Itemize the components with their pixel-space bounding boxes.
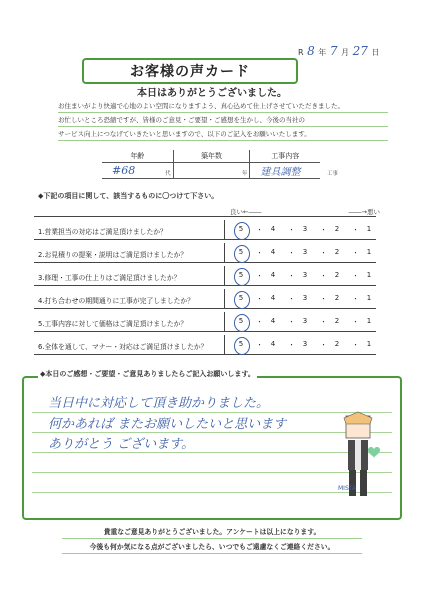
age-unit: 代	[165, 171, 171, 177]
rating-option-2[interactable]: 2	[334, 294, 340, 302]
rating-option-2[interactable]: 2	[334, 225, 340, 233]
question-text: 1.営業担当の対応はご満足頂けましたか？	[38, 228, 167, 236]
date-month: 7	[329, 44, 338, 58]
date-year: 8	[307, 44, 315, 58]
mascot-signature: MISTA	[338, 485, 357, 492]
date-era: R	[298, 48, 304, 57]
rating-option-4[interactable]: 4	[270, 248, 276, 256]
rating-options	[232, 338, 377, 352]
header-work: 工事内容	[250, 150, 320, 163]
column-divider	[224, 243, 225, 262]
option-separator: ・	[256, 249, 263, 257]
rating-option-1[interactable]: 1	[366, 271, 372, 279]
option-separator: ・	[256, 318, 263, 326]
option-separator: ・	[288, 226, 295, 234]
rating-option-3[interactable]: 3	[302, 294, 308, 302]
question-row	[34, 243, 376, 263]
comment-heading: ◆本日のご感想・ご要望・ご意見ありましたらご記入お願いします。	[40, 370, 255, 378]
scale-bad-label: ――→悪い	[348, 208, 380, 216]
comment-line-1: 当日中に対応して頂き助かりました。	[48, 396, 270, 411]
title-frame	[82, 58, 298, 84]
comment-line-2: 何かあれば またお願いしたいと思います	[48, 417, 287, 432]
mascot-leg-left	[349, 470, 356, 496]
rating-option-3[interactable]: 3	[302, 225, 308, 233]
rating-option-4[interactable]: 4	[270, 340, 276, 348]
question-row	[34, 220, 376, 240]
intro-line-3: サービス向上につなげていきたいと思いますので、以下のご記入をお願いいたします。	[58, 129, 388, 141]
rating-option-3[interactable]: 3	[302, 248, 308, 256]
rating-option-5[interactable]: 5	[238, 340, 244, 348]
age-value: #68	[112, 164, 136, 177]
column-divider	[224, 335, 225, 354]
option-separator: ・	[288, 249, 295, 257]
option-separator: ・	[256, 226, 263, 234]
work-value: 建具調整	[260, 167, 301, 178]
rating-option-3[interactable]: 3	[302, 340, 308, 348]
survey-heading: ◆下記の項目に関して、該当するものに〇つけて下さい。	[38, 192, 219, 200]
column-divider	[224, 289, 225, 308]
option-separator: ・	[256, 295, 263, 303]
cell-work	[250, 163, 338, 179]
intro-line-1: お住まいがより快適で心地のよい空間になりますよう、真心込めて仕上げさせていただきました。	[58, 101, 388, 113]
question-row	[34, 266, 376, 286]
option-separator: ・	[288, 318, 295, 326]
rating-option-4[interactable]: 4	[270, 294, 276, 302]
work-unit: 工事	[326, 171, 338, 177]
selected-circle-mark	[234, 222, 250, 240]
rating-options	[232, 315, 377, 329]
question-text: 2.お見積りの提案・説明はご満足頂けましたか？	[38, 251, 188, 259]
rating-option-4[interactable]: 4	[270, 225, 276, 233]
rating-option-5[interactable]: 5	[238, 317, 244, 325]
question-text: 5.工事内容に対して価格はご満足頂けましたか？	[38, 320, 188, 328]
option-separator: ・	[320, 249, 327, 257]
cell-building-age	[173, 163, 250, 179]
date-year-unit: 年	[318, 48, 327, 57]
rating-scale	[230, 207, 380, 216]
rating-option-5[interactable]: 5	[238, 225, 244, 233]
mascot-leg-right	[360, 470, 367, 496]
option-separator: ・	[288, 295, 295, 303]
selected-circle-mark	[234, 245, 250, 263]
date-day: 27	[352, 44, 368, 58]
rating-option-1[interactable]: 1	[366, 340, 372, 348]
thanks-message: 本日はありがとうございました。	[137, 88, 287, 99]
rating-option-5[interactable]: 5	[238, 248, 244, 256]
option-separator: ・	[256, 272, 263, 280]
selected-circle-mark	[234, 337, 250, 355]
header-building-age: 築年数	[173, 150, 250, 163]
page-title: お客様の声カード	[130, 64, 250, 80]
footer-line-1: 貴重なご意見ありがとうございました。アンケートは以上になります。	[0, 526, 424, 539]
question-text: 3.修理・工事の仕上りはご満足頂けましたか？	[38, 274, 181, 282]
years-unit: 年	[241, 171, 248, 177]
option-separator: ・	[288, 272, 295, 280]
date-day-unit: 日	[371, 48, 380, 57]
rating-option-1[interactable]: 1	[366, 294, 372, 302]
option-separator: ・	[320, 226, 327, 234]
scale-good-label: 良い←――	[230, 208, 262, 216]
selected-circle-mark	[234, 314, 250, 332]
mascot-hair	[344, 412, 372, 424]
option-separator: ・	[352, 341, 359, 349]
option-separator: ・	[320, 272, 327, 280]
rating-option-3[interactable]: 3	[302, 317, 308, 325]
rating-option-1[interactable]: 1	[366, 225, 372, 233]
option-separator: ・	[352, 295, 359, 303]
customer-info-table	[102, 150, 338, 179]
footer-line-2: 今後も何か気になる点がございましたら、いつでもご遠慮なくご連絡ください。	[0, 541, 424, 554]
cell-age	[102, 163, 173, 179]
question-text: 4.打ち合わせの期間通りに工事が完了しましたか？	[38, 297, 195, 305]
column-divider	[224, 266, 225, 285]
rating-option-2[interactable]: 2	[334, 340, 340, 348]
option-separator: ・	[320, 318, 327, 326]
mascot-shirt	[355, 440, 361, 470]
questions-top-rule	[34, 216, 376, 217]
option-separator: ・	[352, 272, 359, 280]
rating-options	[232, 292, 377, 306]
column-divider	[224, 220, 225, 239]
rating-options	[232, 269, 377, 283]
header-age: 年齢	[102, 150, 173, 163]
mascot-illustration	[334, 410, 382, 506]
survey-questions	[34, 216, 390, 356]
option-separator: ・	[352, 318, 359, 326]
date-month-unit: 月	[341, 48, 350, 57]
comment-line-3: ありがとう ございます。	[48, 437, 195, 452]
survey-date	[298, 44, 408, 58]
rating-options	[232, 223, 377, 237]
column-divider	[224, 312, 225, 331]
option-separator: ・	[352, 249, 359, 257]
rating-option-2[interactable]: 2	[334, 317, 340, 325]
selected-circle-mark	[234, 291, 250, 309]
intro-line-2: お忙しいところ恐縮ですが、皆様のご意見・ご要望・ご感想を生かし、今後の当社の	[58, 115, 388, 127]
question-row	[34, 335, 376, 355]
question-row	[34, 289, 376, 309]
rating-option-5[interactable]: 5	[238, 271, 244, 279]
rating-option-3[interactable]: 3	[302, 271, 308, 279]
option-separator: ・	[256, 341, 263, 349]
rating-option-1[interactable]: 1	[366, 248, 372, 256]
option-separator: ・	[288, 341, 295, 349]
option-separator: ・	[320, 295, 327, 303]
rating-option-1[interactable]: 1	[366, 317, 372, 325]
option-separator: ・	[320, 341, 327, 349]
rating-option-2[interactable]: 2	[334, 248, 340, 256]
question-text: 6.全体を通して、マナー・対応はご満足頂けましたか？	[38, 343, 208, 351]
option-separator: ・	[352, 226, 359, 234]
selected-circle-mark	[234, 268, 250, 286]
rating-option-4[interactable]: 4	[270, 317, 276, 325]
heart-icon	[368, 447, 380, 458]
rating-option-2[interactable]: 2	[334, 271, 340, 279]
rating-options	[232, 246, 377, 260]
question-row	[34, 312, 376, 332]
rating-option-4[interactable]: 4	[270, 271, 276, 279]
rating-option-5[interactable]: 5	[238, 294, 244, 302]
